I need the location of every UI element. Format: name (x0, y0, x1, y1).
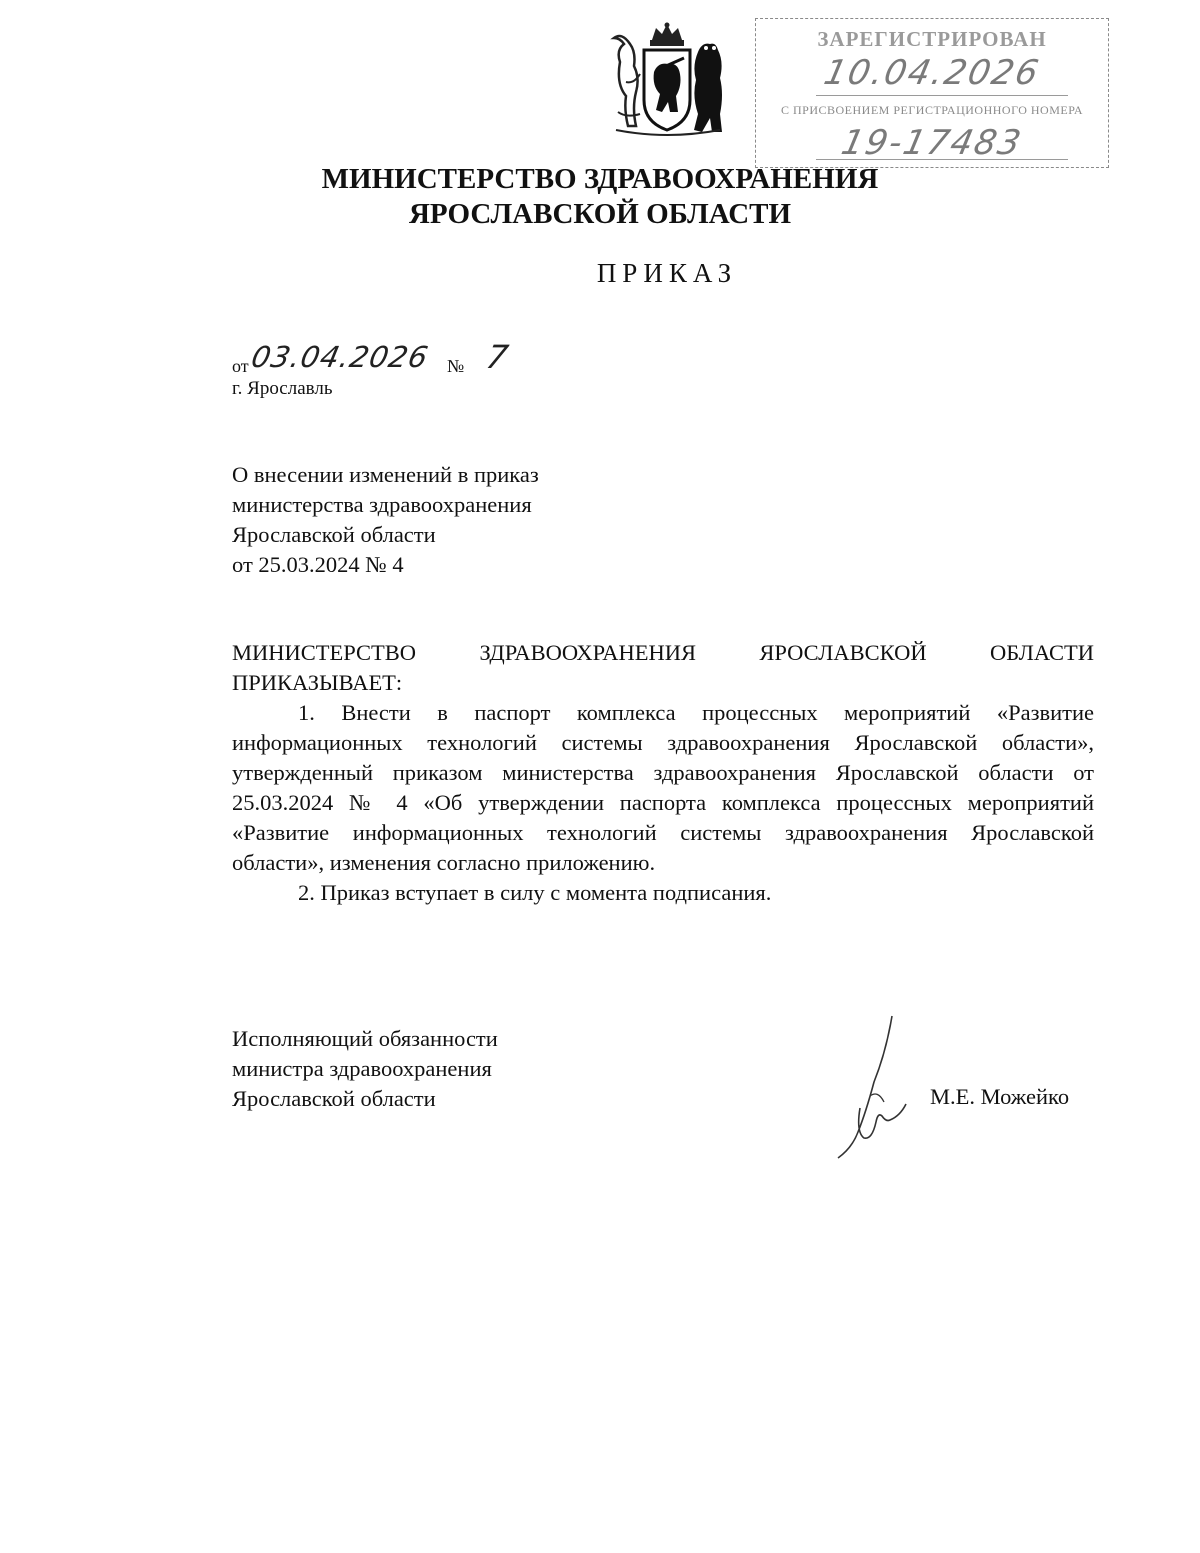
ministry-line-2: ЯРОСЛАВСКОЙ ОБЛАСТИ (408, 198, 792, 230)
handwritten-number: 7 (482, 338, 512, 376)
subject-line: от 25.03.2024 № 4 (232, 552, 404, 577)
number-label: № (447, 356, 465, 376)
city-label: г. Ярославль (232, 378, 333, 399)
stamp-divider (816, 95, 1068, 96)
date-prefix: от (232, 356, 249, 376)
stamp-divider (816, 159, 1068, 160)
body-heading-line-1: МИНИСТЕРСТВО ЗДРАВООХРАНЕНИЯ ЯРОСЛАВСКОЙ ОБЛАСТИ (232, 640, 1094, 665)
stamp-title: ЗАРЕГИСТРИРОВАН (817, 27, 1047, 51)
body-item-1: 1. Внести в паспорт комплекса процессных мероприятий «Развитие информационных технологий системы здравоохранения Ярославской области», утвержденный приказом министерства здравоохранения Ярославской области от 25.03.2024 № 4 «Об утверждении паспорта комплекса процессных мероприятий «Развитие информационных технологий системы здравоохранения Ярославской области», изменения согласно приложению. (232, 700, 1094, 875)
ministry-line-1: МИНИСТЕРСТВО ЗДРАВООХРАНЕНИЯ (321, 163, 879, 195)
stamp-number: 19-17483 (837, 123, 1027, 163)
handwritten-date: 03.04.2026 (248, 340, 432, 374)
position-line: Исполняющий обязанности (232, 1026, 498, 1051)
stamp-note: С ПРИСВОЕНИЕМ РЕГИСТРАЦИОННОГО НОМЕРА (780, 103, 1084, 117)
subject-line: министерства здравоохранения (232, 492, 532, 517)
document-subject (232, 460, 539, 580)
document-type-title: ПРИКАЗ (596, 258, 738, 288)
signatory-position (232, 1024, 498, 1114)
position-line: министра здравоохранения (232, 1056, 492, 1081)
registration-stamp (755, 18, 1109, 168)
position-line: Ярославской области (232, 1086, 436, 1111)
coat-of-arms-icon (606, 22, 728, 140)
subject-line: О внесении изменений в приказ (232, 462, 539, 487)
body-item-2: 2. Приказ вступает в силу с момента подписания. (298, 880, 772, 905)
subject-line: Ярославской области (232, 522, 436, 547)
body-heading-line-2: ПРИКАЗЫВАЕТ: (232, 670, 403, 695)
handwritten-signature-icon (830, 1012, 920, 1162)
ministry-heading (0, 162, 1200, 232)
stamp-date: 10.04.2026 (820, 53, 1044, 93)
signer-name: М.Е. Можейко (930, 1084, 1070, 1109)
document-body (232, 638, 1094, 908)
